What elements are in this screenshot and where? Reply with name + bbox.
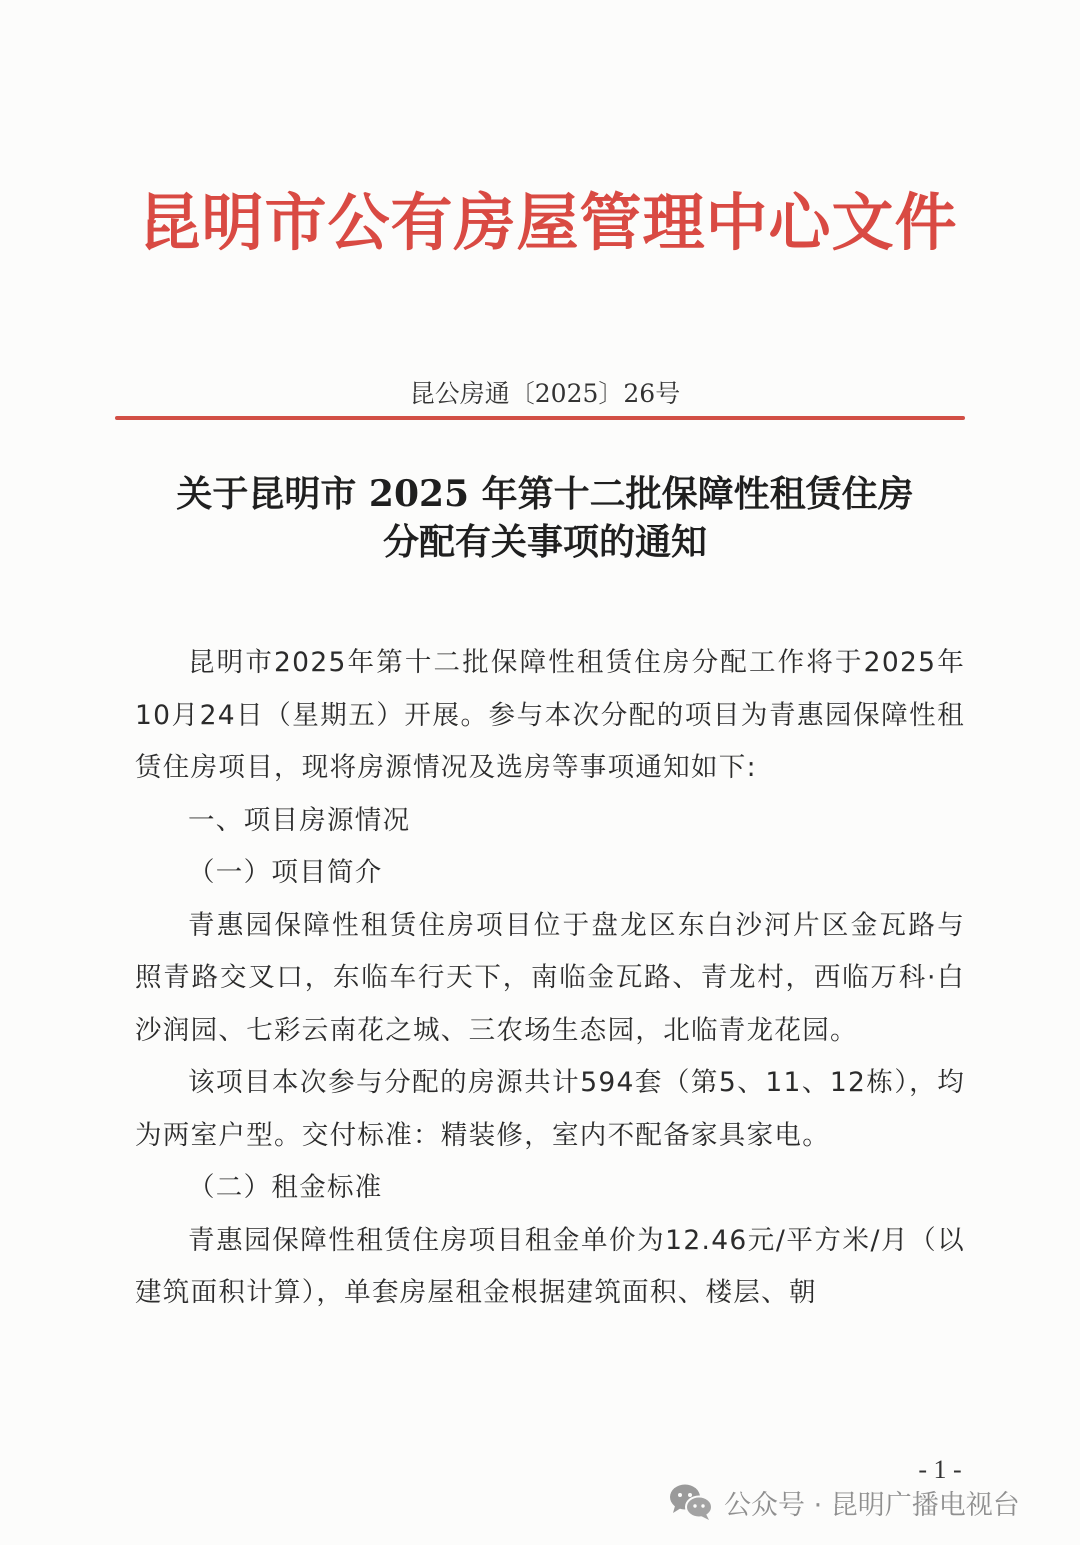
subsection-heading-2: （二）租金标准 xyxy=(188,1172,383,1203)
paragraph-rent: 青惠园保障性租赁住房项目租金单价为12.46元/平方米/月（以建筑面积计算），单套房屋租金根据建筑面积、楼层、朝 xyxy=(135,1224,965,1308)
title-line-1: 关于昆明市 2025 年第十二批保障性租赁住房 xyxy=(176,473,914,515)
wechat-watermark xyxy=(668,1482,1020,1522)
document-number: 昆公房通〔2025〕26号 xyxy=(409,379,681,408)
issuer-header: 昆明市公有房屋管理中心文件 xyxy=(138,186,958,259)
paragraph-units: 该项目本次参与分配的房源共计594套（第5、11、12栋），均为两室户型。交付标准：精装修，室内不配备家具家电。 xyxy=(135,1067,965,1151)
paragraph-location: 青惠园保障性租赁住房项目位于盘龙区东白沙河片区金瓦路与照青路交叉口，东临车行天下，南临金瓦路、青龙村，西临万科·白沙润园、七彩云南花之城、三农场生态园，北临青龙花园。 xyxy=(135,909,965,1046)
section-heading-1: 一、项目房源情况 xyxy=(188,804,411,836)
subsection-heading-1: （一）项目简介 xyxy=(188,857,383,888)
document-title xyxy=(120,470,970,566)
wechat-icon xyxy=(668,1482,714,1522)
watermark-text: 公众号 · 昆明广播电视台 xyxy=(724,1489,1020,1521)
document-body xyxy=(135,637,965,1320)
paragraph-intro: 昆明市2025年第十二批保障性租赁住房分配工作将于2025年10月24日（星期五）开展。参与本次分配的项目为青惠园保障性租赁住房项目，现将房源情况及选房等事项通知如下: xyxy=(135,647,965,783)
red-divider-line xyxy=(115,416,965,420)
title-line-2: 分配有关事项的通知 xyxy=(382,521,707,563)
page-number: - 1 - xyxy=(918,1455,962,1484)
